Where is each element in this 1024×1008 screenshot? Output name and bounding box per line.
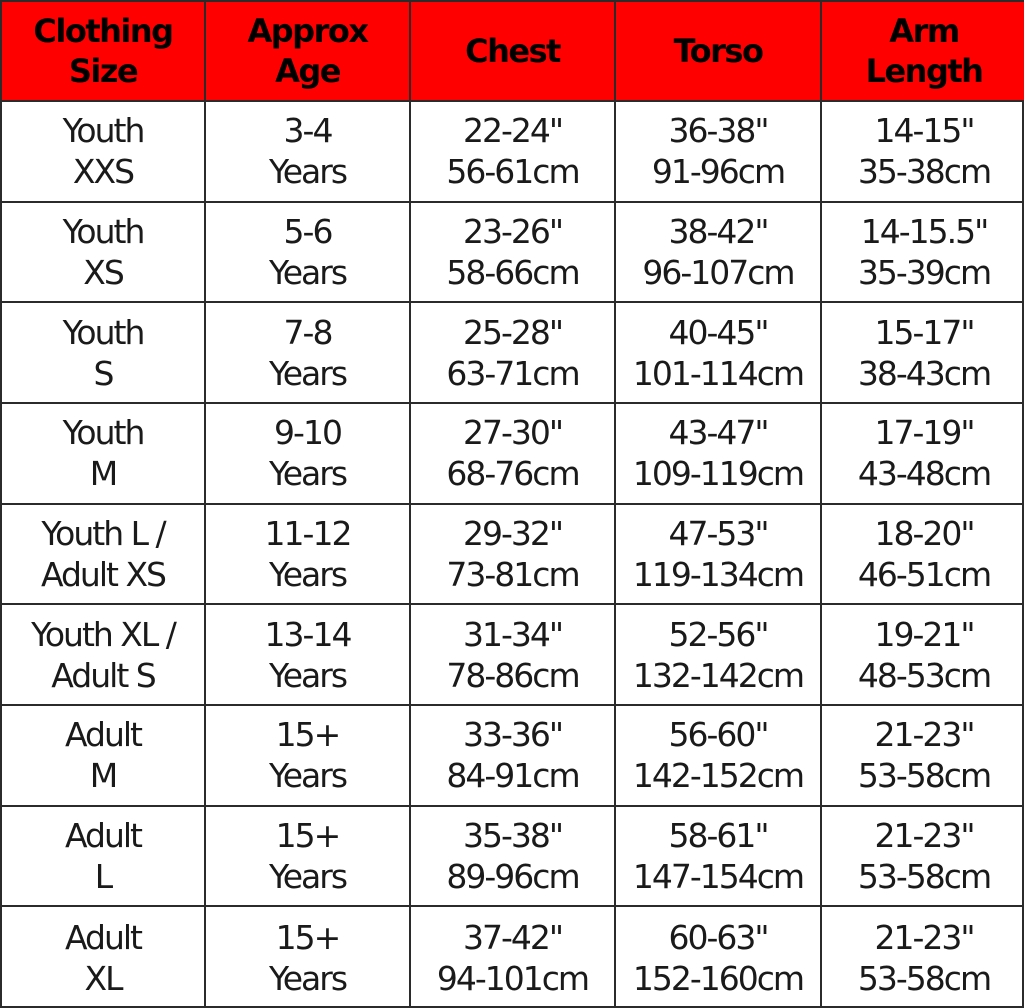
cell-text: 119-134cm (632, 554, 804, 594)
cell-text: 21-23" (874, 715, 974, 755)
cell-text: 94-101cm (436, 958, 589, 998)
cell-text: 101-114cm (632, 353, 804, 393)
header-text: Approx (247, 12, 368, 50)
cell-text: XS (83, 252, 123, 292)
cell-text: 15-17" (874, 312, 974, 352)
cell-approx-age (206, 907, 411, 1008)
cell-approx-age (206, 102, 411, 203)
cell-arm-length (822, 102, 1024, 203)
header-torso (616, 2, 822, 102)
cell-text: 109-119cm (632, 454, 804, 494)
cell-arm-length (822, 807, 1024, 908)
cell-torso (616, 505, 822, 606)
cell-text: L (94, 856, 112, 896)
cell-text: 58-61" (668, 815, 768, 855)
cell-text: Years (268, 152, 347, 192)
cell-text: Youth L / (41, 513, 165, 553)
cell-text: XXS (72, 152, 134, 192)
cell-text: 15+ (275, 917, 340, 957)
cell-text: Adult (65, 815, 141, 855)
cell-text: 7-8 (283, 312, 332, 352)
header-text: Size (68, 52, 138, 90)
cell-arm-length (822, 303, 1024, 404)
header-text: Age (275, 52, 340, 90)
header-text: Chest (465, 32, 560, 70)
cell-text: Adult (65, 917, 141, 957)
cell-text: 152-160cm (632, 958, 804, 998)
cell-approx-age (206, 203, 411, 304)
cell-text: 46-51cm (857, 554, 991, 594)
cell-torso (616, 203, 822, 304)
cell-text: Years (268, 958, 347, 998)
cell-text: 17-19" (874, 413, 974, 453)
cell-text: 38-43cm (857, 353, 991, 393)
cell-text: 38-42" (668, 211, 768, 251)
cell-text: Youth (62, 211, 144, 251)
cell-text: 53-58cm (857, 958, 991, 998)
cell-text: 37-42" (462, 917, 563, 957)
cell-arm-length (822, 203, 1024, 304)
cell-arm-length (822, 907, 1024, 1008)
cell-text: Years (268, 454, 347, 494)
cell-text: Adult S (51, 655, 155, 695)
cell-clothing-size (2, 907, 206, 1008)
cell-chest (411, 706, 616, 807)
cell-text: 48-53cm (857, 655, 991, 695)
cell-chest (411, 907, 616, 1008)
cell-arm-length (822, 505, 1024, 606)
cell-text: 36-38" (668, 111, 768, 151)
cell-text: 40-45" (668, 312, 768, 352)
cell-torso (616, 303, 822, 404)
cell-text: 43-47" (668, 413, 768, 453)
cell-approx-age (206, 706, 411, 807)
cell-chest (411, 102, 616, 203)
cell-arm-length (822, 605, 1024, 706)
cell-text: Youth (62, 111, 144, 151)
cell-text: Years (268, 353, 347, 393)
header-text: Length (865, 52, 983, 90)
cell-text: 13-14 (264, 614, 351, 654)
cell-text: Years (268, 856, 347, 896)
cell-clothing-size (2, 605, 206, 706)
cell-text: 15+ (275, 815, 340, 855)
cell-text: M (89, 454, 117, 494)
cell-text: 96-107cm (642, 252, 794, 292)
cell-text: 11-12 (264, 513, 351, 553)
cell-text: Adult XS (40, 554, 165, 594)
cell-approx-age (206, 505, 411, 606)
cell-text: Youth (62, 413, 144, 453)
cell-text: 58-66cm (446, 252, 579, 292)
header-arm-length (822, 2, 1024, 102)
cell-torso (616, 102, 822, 203)
cell-torso (616, 404, 822, 505)
cell-clothing-size (2, 706, 206, 807)
cell-torso (616, 907, 822, 1008)
cell-text: 132-142cm (632, 655, 804, 695)
cell-text: 53-58cm (857, 756, 991, 796)
cell-text: 147-154cm (632, 856, 804, 896)
cell-clothing-size (2, 303, 206, 404)
cell-text: 15+ (275, 715, 340, 755)
header-text: Torso (673, 32, 763, 70)
cell-text: Years (268, 655, 347, 695)
cell-text: 19-21" (874, 614, 974, 654)
cell-chest (411, 505, 616, 606)
cell-text: 91-96cm (651, 152, 785, 192)
cell-approx-age (206, 605, 411, 706)
cell-text: 142-152cm (632, 756, 804, 796)
cell-text: Years (268, 252, 347, 292)
cell-approx-age (206, 404, 411, 505)
cell-text: Years (268, 756, 347, 796)
cell-text: 14-15.5" (860, 211, 988, 251)
cell-torso (616, 807, 822, 908)
cell-text: 56-61cm (446, 152, 579, 192)
cell-text: 29-32" (462, 513, 563, 553)
cell-text: XL (84, 958, 122, 998)
cell-text: 31-34" (462, 614, 563, 654)
header-text: Clothing (33, 12, 173, 50)
cell-text: 33-36" (462, 715, 563, 755)
cell-clothing-size (2, 404, 206, 505)
cell-text: 21-23" (874, 815, 974, 855)
cell-text: 47-53" (668, 513, 768, 553)
cell-chest (411, 404, 616, 505)
cell-torso (616, 706, 822, 807)
cell-text: 9-10 (274, 413, 341, 453)
cell-text: M (89, 756, 117, 796)
cell-text: 22-24" (462, 111, 563, 151)
header-clothing-size (2, 2, 206, 102)
cell-text: 78-86cm (446, 655, 579, 695)
cell-arm-length (822, 404, 1024, 505)
cell-text: 27-30" (462, 413, 563, 453)
cell-text: 52-56" (668, 614, 768, 654)
cell-approx-age (206, 303, 411, 404)
cell-text: Years (268, 554, 347, 594)
cell-text: 25-28" (462, 312, 563, 352)
header-text: Arm (889, 12, 959, 50)
cell-text: 35-39cm (857, 252, 991, 292)
cell-text: 18-20" (874, 513, 974, 553)
cell-text: 35-38cm (857, 152, 991, 192)
cell-text: Youth XL / (31, 614, 175, 654)
cell-torso (616, 605, 822, 706)
cell-clothing-size (2, 505, 206, 606)
cell-text: 63-71cm (446, 353, 579, 393)
cell-text: S (93, 353, 113, 393)
cell-arm-length (822, 706, 1024, 807)
cell-text: 56-60" (668, 715, 768, 755)
header-approx-age (206, 2, 411, 102)
cell-text: 35-38" (462, 815, 563, 855)
cell-clothing-size (2, 807, 206, 908)
cell-text: 5-6 (283, 211, 332, 251)
cell-text: 89-96cm (446, 856, 579, 896)
cell-text: 60-63" (668, 917, 768, 957)
cell-text: 53-58cm (857, 856, 991, 896)
header-chest (411, 2, 616, 102)
cell-chest (411, 203, 616, 304)
cell-text: 84-91cm (446, 756, 579, 796)
cell-text: 21-23" (874, 917, 974, 957)
cell-text: 68-76cm (446, 454, 579, 494)
cell-approx-age (206, 807, 411, 908)
cell-chest (411, 807, 616, 908)
cell-text: Adult (65, 715, 141, 755)
cell-clothing-size (2, 203, 206, 304)
cell-text: 23-26" (462, 211, 563, 251)
cell-text: 3-4 (283, 111, 332, 151)
cell-chest (411, 303, 616, 404)
cell-text: 73-81cm (446, 554, 579, 594)
cell-text: 14-15" (874, 111, 974, 151)
cell-chest (411, 605, 616, 706)
cell-clothing-size (2, 102, 206, 203)
cell-text: 43-48cm (857, 454, 991, 494)
cell-text: Youth (62, 312, 144, 352)
